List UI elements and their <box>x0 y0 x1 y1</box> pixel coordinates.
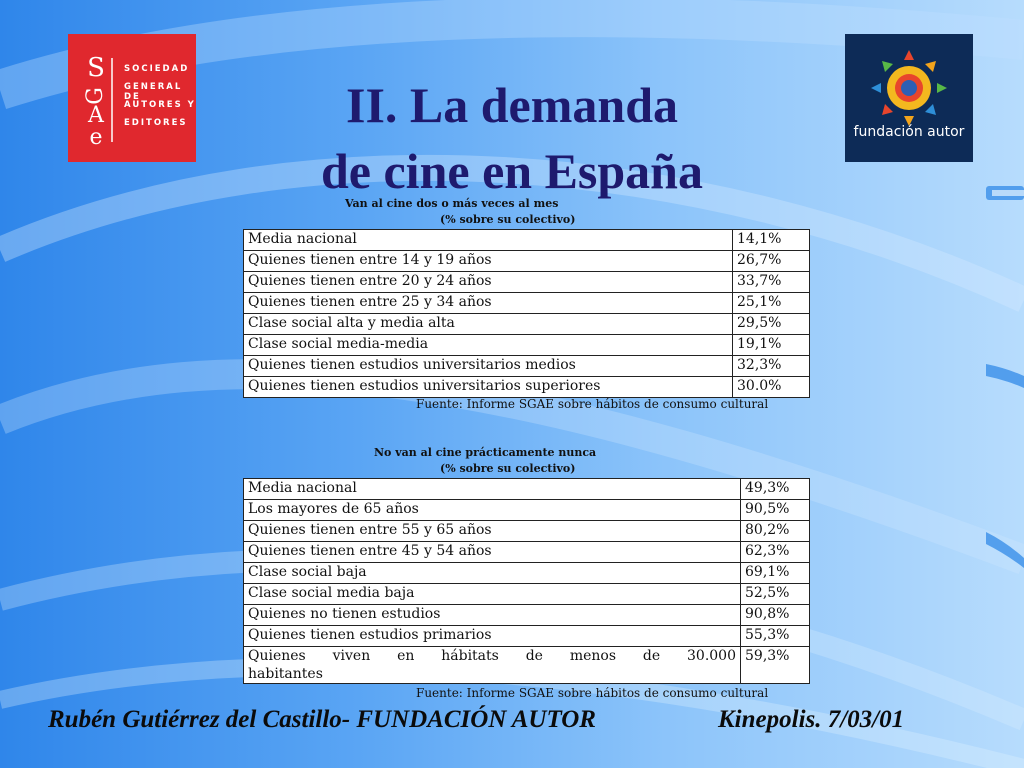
row-label: Quienes tienen entre 45 y 54 años <box>244 542 741 563</box>
row-value: 80,2% <box>741 521 810 542</box>
sgae-mark-icon <box>78 50 114 146</box>
row-value: 32,3% <box>733 356 810 377</box>
row-label: Quienes tienen entre 14 y 19 años <box>244 251 733 272</box>
row-label: Media nacional <box>244 230 733 251</box>
sun-emblem-icon <box>869 48 949 128</box>
table-never-goes-to-cinema <box>243 478 810 684</box>
row-label <box>244 647 741 684</box>
footer-event-date: Kinepolis. 7/03/01 <box>718 706 905 733</box>
row-value: 49,3% <box>741 479 810 500</box>
row-label: Quienes no tienen estudios <box>244 605 741 626</box>
table2-caption-line-2: (% sobre su colectivo) <box>440 462 576 475</box>
row-value: 33,7% <box>733 272 810 293</box>
row-value: 90,5% <box>741 500 810 521</box>
table2-source: Fuente: Informe SGAE sobre hábitos de consumo cultural <box>416 686 769 700</box>
table1-caption-line-2: (% sobre su colectivo) <box>440 213 576 226</box>
table-row <box>244 542 810 563</box>
row-label: Quienes tienen entre 20 y 24 años <box>244 272 733 293</box>
table-row <box>244 377 810 398</box>
row-value: 69,1% <box>741 563 810 584</box>
svg-text:S: S <box>87 53 105 83</box>
table-row <box>244 521 810 542</box>
table-row <box>244 251 810 272</box>
fundacion-autor-caption: fundación autor <box>853 124 965 140</box>
row-label: Quienes tienen entre 55 y 65 años <box>244 521 741 542</box>
row-label-line-2: habitantes <box>248 666 323 682</box>
row-value: 14,1% <box>733 230 810 251</box>
row-label: Clase social media baja <box>244 584 741 605</box>
table-row <box>244 356 810 377</box>
row-label: Clase social alta y media alta <box>244 314 733 335</box>
svg-text:A: A <box>88 103 104 128</box>
table-row <box>244 563 810 584</box>
svg-text:e: e <box>89 125 103 146</box>
row-value: 59,3% <box>741 647 810 684</box>
sgae-logo-line: AUTORES Y <box>124 100 196 110</box>
table-row <box>244 479 810 500</box>
row-value: 52,5% <box>741 584 810 605</box>
table-row <box>244 605 810 626</box>
row-value: 62,3% <box>741 542 810 563</box>
row-value: 29,5% <box>733 314 810 335</box>
row-value: 26,7% <box>733 251 810 272</box>
table-row <box>244 230 810 251</box>
sgae-logo-line: GENERAL DE <box>124 82 183 102</box>
table-row <box>244 314 810 335</box>
table-row <box>244 584 810 605</box>
row-label-line-1: Quienes viven en hábitats de menos de 30.000 <box>248 648 736 664</box>
table-goes-to-cinema <box>243 229 810 398</box>
row-value: 55,3% <box>741 626 810 647</box>
table2-caption-line-1: No van al cine prácticamente nunca <box>374 446 597 459</box>
row-value: 25,1% <box>733 293 810 314</box>
footer-author: Rubén Gutiérrez del Castillo- FUNDACIÓN AUTOR <box>48 706 596 733</box>
table-row <box>244 335 810 356</box>
row-label: Quienes tienen entre 25 y 34 años <box>244 293 733 314</box>
table-row <box>244 647 810 684</box>
row-label: Media nacional <box>244 479 741 500</box>
svg-text:G: G <box>83 87 108 105</box>
table-row <box>244 272 810 293</box>
sgae-logo <box>68 34 196 162</box>
page-title-line-1: II. La demanda <box>345 77 679 133</box>
page-title-line-2: de cine en España <box>320 143 703 199</box>
table1-source: Fuente: Informe SGAE sobre hábitos de consumo cultural <box>416 397 769 411</box>
row-value: 30.0% <box>733 377 810 398</box>
row-label: Quienes tienen estudios universitarios superiores <box>244 377 733 398</box>
row-value: 90,8% <box>741 605 810 626</box>
sgae-logo-line: EDITORES <box>124 118 188 128</box>
fundacion-autor-logo <box>845 34 973 162</box>
table-row <box>244 293 810 314</box>
table-row <box>244 626 810 647</box>
sgae-logo-line: SOCIEDAD <box>124 64 190 74</box>
row-label: Los mayores de 65 años <box>244 500 741 521</box>
table1-caption-line-1: Van al cine dos o más veces al mes <box>345 197 559 210</box>
row-label: Clase social baja <box>244 563 741 584</box>
row-value: 19,1% <box>733 335 810 356</box>
table-row <box>244 500 810 521</box>
row-label: Quienes tienen estudios universitarios medios <box>244 356 733 377</box>
row-label: Quienes tienen estudios primarios <box>244 626 741 647</box>
row-label: Clase social media-media <box>244 335 733 356</box>
